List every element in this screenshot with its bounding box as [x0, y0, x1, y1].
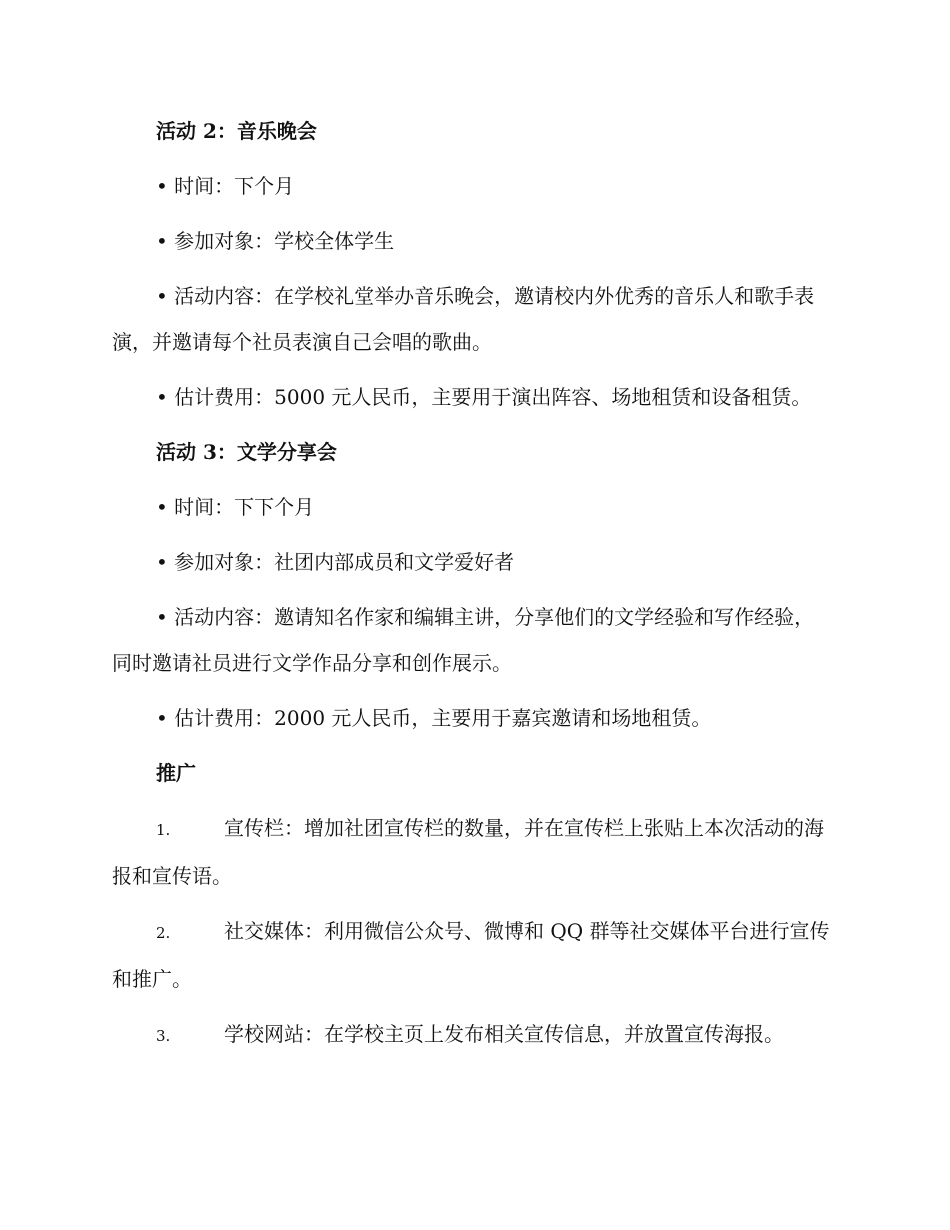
activity2-heading: 活动 2：音乐晚会: [156, 119, 317, 143]
promotion-item-1: [112, 805, 832, 899]
activity3-heading: 活动 3：文学分享会: [156, 440, 337, 464]
activity2-time: • 时间：下个月: [156, 174, 295, 198]
activity3-time: • 时间：下下个月: [156, 495, 315, 519]
activity3-audience: • 参加对象：社团内部成员和文学爱好者: [156, 550, 515, 574]
activity2-audience: • 参加对象：学校全体学生: [156, 229, 395, 253]
list-number: 3.: [156, 1027, 171, 1045]
list-item-text: 宣传栏：增加社团宣传栏的数量，并在宣传栏上张贴上本次活动的海报和宣传语。: [112, 816, 824, 888]
activity3-content: • 活动内容：邀请知名作家和编辑主讲，分享他们的文学经验和写作经验，同时邀请社员进行文学作品分享和创作展示。: [112, 605, 815, 675]
list-item-text: 学校网站：在学校主页上发布相关宣传信息，并放置宣传海报。: [224, 1022, 784, 1046]
activity2-cost: • 估计费用：5000 元人民币，主要用于演出阵容、场地租赁和设备租赁。: [156, 385, 812, 409]
list-item-text: 社交媒体：利用微信公众号、微博和 QQ 群等社交媒体平台进行宣传和推广。: [112, 919, 830, 991]
activity2-content: • 活动内容：在学校礼堂举办音乐晚会，邀请校内外优秀的音乐人和歌手表演，并邀请每个社员表演自己会唱的歌曲。: [112, 284, 815, 354]
promotion-item-3: [112, 1011, 832, 1059]
list-number: 1.: [156, 821, 171, 839]
promotion-item-2: [112, 908, 832, 1002]
promotion-heading: 推广: [156, 761, 196, 785]
list-number: 2.: [156, 924, 171, 942]
activity3-cost: • 估计费用：2000 元人民币，主要用于嘉宾邀请和场地租赁。: [156, 706, 712, 730]
